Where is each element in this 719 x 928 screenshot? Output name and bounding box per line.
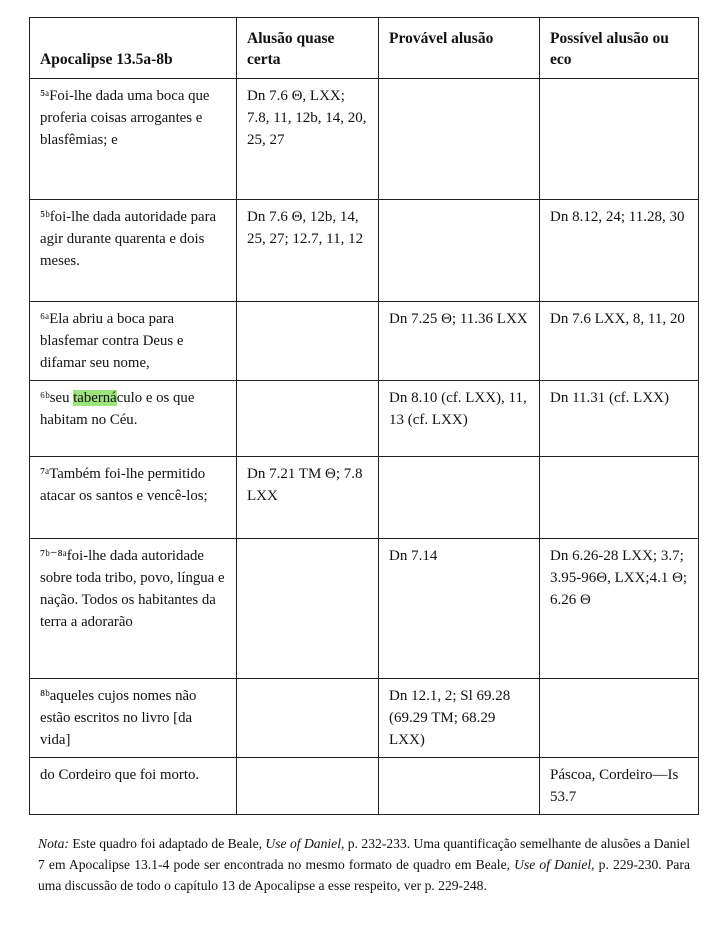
cell-possible — [540, 79, 699, 200]
verse-text: ⁵ᵃFoi-lhe dada uma boca que proferia coisas arrogantes e blasfêmias; e — [40, 88, 210, 148]
verse-text: ⁵ᵇfoi-lhe dada autoridade para agir durante quarenta e dois meses. — [40, 209, 217, 269]
cell-apocalipse-text — [30, 758, 237, 815]
table-row — [30, 758, 699, 815]
note-body — [38, 836, 690, 893]
cell-possible: Páscoa, Cordeiro—Is 53.7 — [540, 758, 699, 815]
verse-text: do Cordeiro que foi morto. — [40, 767, 200, 783]
cell-almost-certain — [237, 539, 379, 679]
table-header-row — [30, 18, 699, 79]
note-text: Este quadro foi adaptado de Beale, — [68, 836, 266, 851]
table-row — [30, 381, 699, 457]
cell-almost-certain: Dn 7.6 Θ, LXX; 7.8, 11, 12b, 14, 20, 25, 27 — [237, 79, 379, 200]
cell-possible: Dn 6.26-28 LXX; 3.7; 3.95-96Θ, LXX;4.1 Θ; 6.26 Θ — [540, 539, 699, 679]
cell-probable: Dn 8.10 (cf. LXX), 11, 13 (cf. LXX) — [379, 381, 540, 457]
verse-text: ⁸ᵇaqueles cujos nomes não estão escritos no livro [da vida] — [40, 688, 197, 748]
verse-text: culo e os que habitam no Céu. — [40, 390, 195, 428]
header-probable: Provável alusão — [379, 18, 540, 79]
cell-almost-certain — [237, 302, 379, 381]
table-body — [30, 79, 699, 815]
verse-text: ⁷ᵃTambém foi-lhe permitido atacar os santos e vencê-los; — [40, 466, 208, 504]
cell-probable — [379, 758, 540, 815]
cell-probable — [379, 200, 540, 302]
note-label: Nota: — [38, 836, 69, 851]
cell-apocalipse-text — [30, 200, 237, 302]
cell-almost-certain — [237, 679, 379, 758]
note-text: , p. 232-233. Uma quantificação semelhante de alusões a Daniel 7 em Apocalipse 13.1-4 pode ser encontrada no mesmo formato de quadro em Beale, — [38, 836, 690, 872]
cell-almost-certain: Dn 7.6 Θ, 12b, 14, 25, 27; 12.7, 11, 12 — [237, 200, 379, 302]
table-row — [30, 539, 699, 679]
cell-probable: Dn 12.1, 2; Sl 69.28 (69.29 TM; 68.29 LXX) — [379, 679, 540, 758]
cell-probable — [379, 457, 540, 539]
header-possible: Possível alusão ou eco — [540, 18, 699, 79]
cell-possible: Dn 7.6 LXX, 8, 11, 20 — [540, 302, 699, 381]
header-almost-certain: Alusão quase certa — [237, 18, 379, 79]
cell-possible — [540, 679, 699, 758]
cell-probable — [379, 79, 540, 200]
cell-apocalipse-text — [30, 79, 237, 200]
verse-text: ⁶ᵃEla abriu a boca para blasfemar contra Deus e difamar seu nome, — [40, 311, 184, 371]
cell-apocalipse-text — [30, 457, 237, 539]
header-apocalipse: Apocalipse 13.5a-8b — [30, 18, 237, 79]
table-row — [30, 79, 699, 200]
verse-text: ⁶ᵇseu — [40, 390, 74, 406]
highlighted-text: taberná — [73, 390, 117, 406]
note-text: , p. 229-230. Para uma discussão de todo o capítulo 13 de Apocalipse a esse respeito, ver p. 229-248. — [38, 857, 690, 893]
table-row — [30, 679, 699, 758]
cell-probable: Dn 7.14 — [379, 539, 540, 679]
cell-apocalipse-text — [30, 679, 237, 758]
note-book-title: Use of Daniel — [514, 857, 592, 872]
cell-apocalipse-text — [30, 381, 237, 457]
cell-possible: Dn 8.12, 24; 11.28, 30 — [540, 200, 699, 302]
cell-almost-certain: Dn 7.21 TM Θ; 7.8 LXX — [237, 457, 379, 539]
note-book-title: Use of Daniel — [265, 836, 341, 851]
table-row — [30, 457, 699, 539]
cell-almost-certain — [237, 381, 379, 457]
table-row — [30, 302, 699, 381]
table-note — [38, 833, 690, 896]
cell-apocalipse-text — [30, 302, 237, 381]
cell-possible — [540, 457, 699, 539]
cell-apocalipse-text — [30, 539, 237, 679]
cell-possible: Dn 11.31 (cf. LXX) — [540, 381, 699, 457]
cell-almost-certain — [237, 758, 379, 815]
cell-probable: Dn 7.25 Θ; 11.36 LXX — [379, 302, 540, 381]
allusion-table — [29, 17, 699, 815]
table-row — [30, 200, 699, 302]
verse-text: ⁷ᵇ⁻⁸ᵃfoi-lhe dada autoridade sobre toda tribo, povo, língua e nação. Todos os habitantes da terra a adorarão — [40, 548, 225, 630]
